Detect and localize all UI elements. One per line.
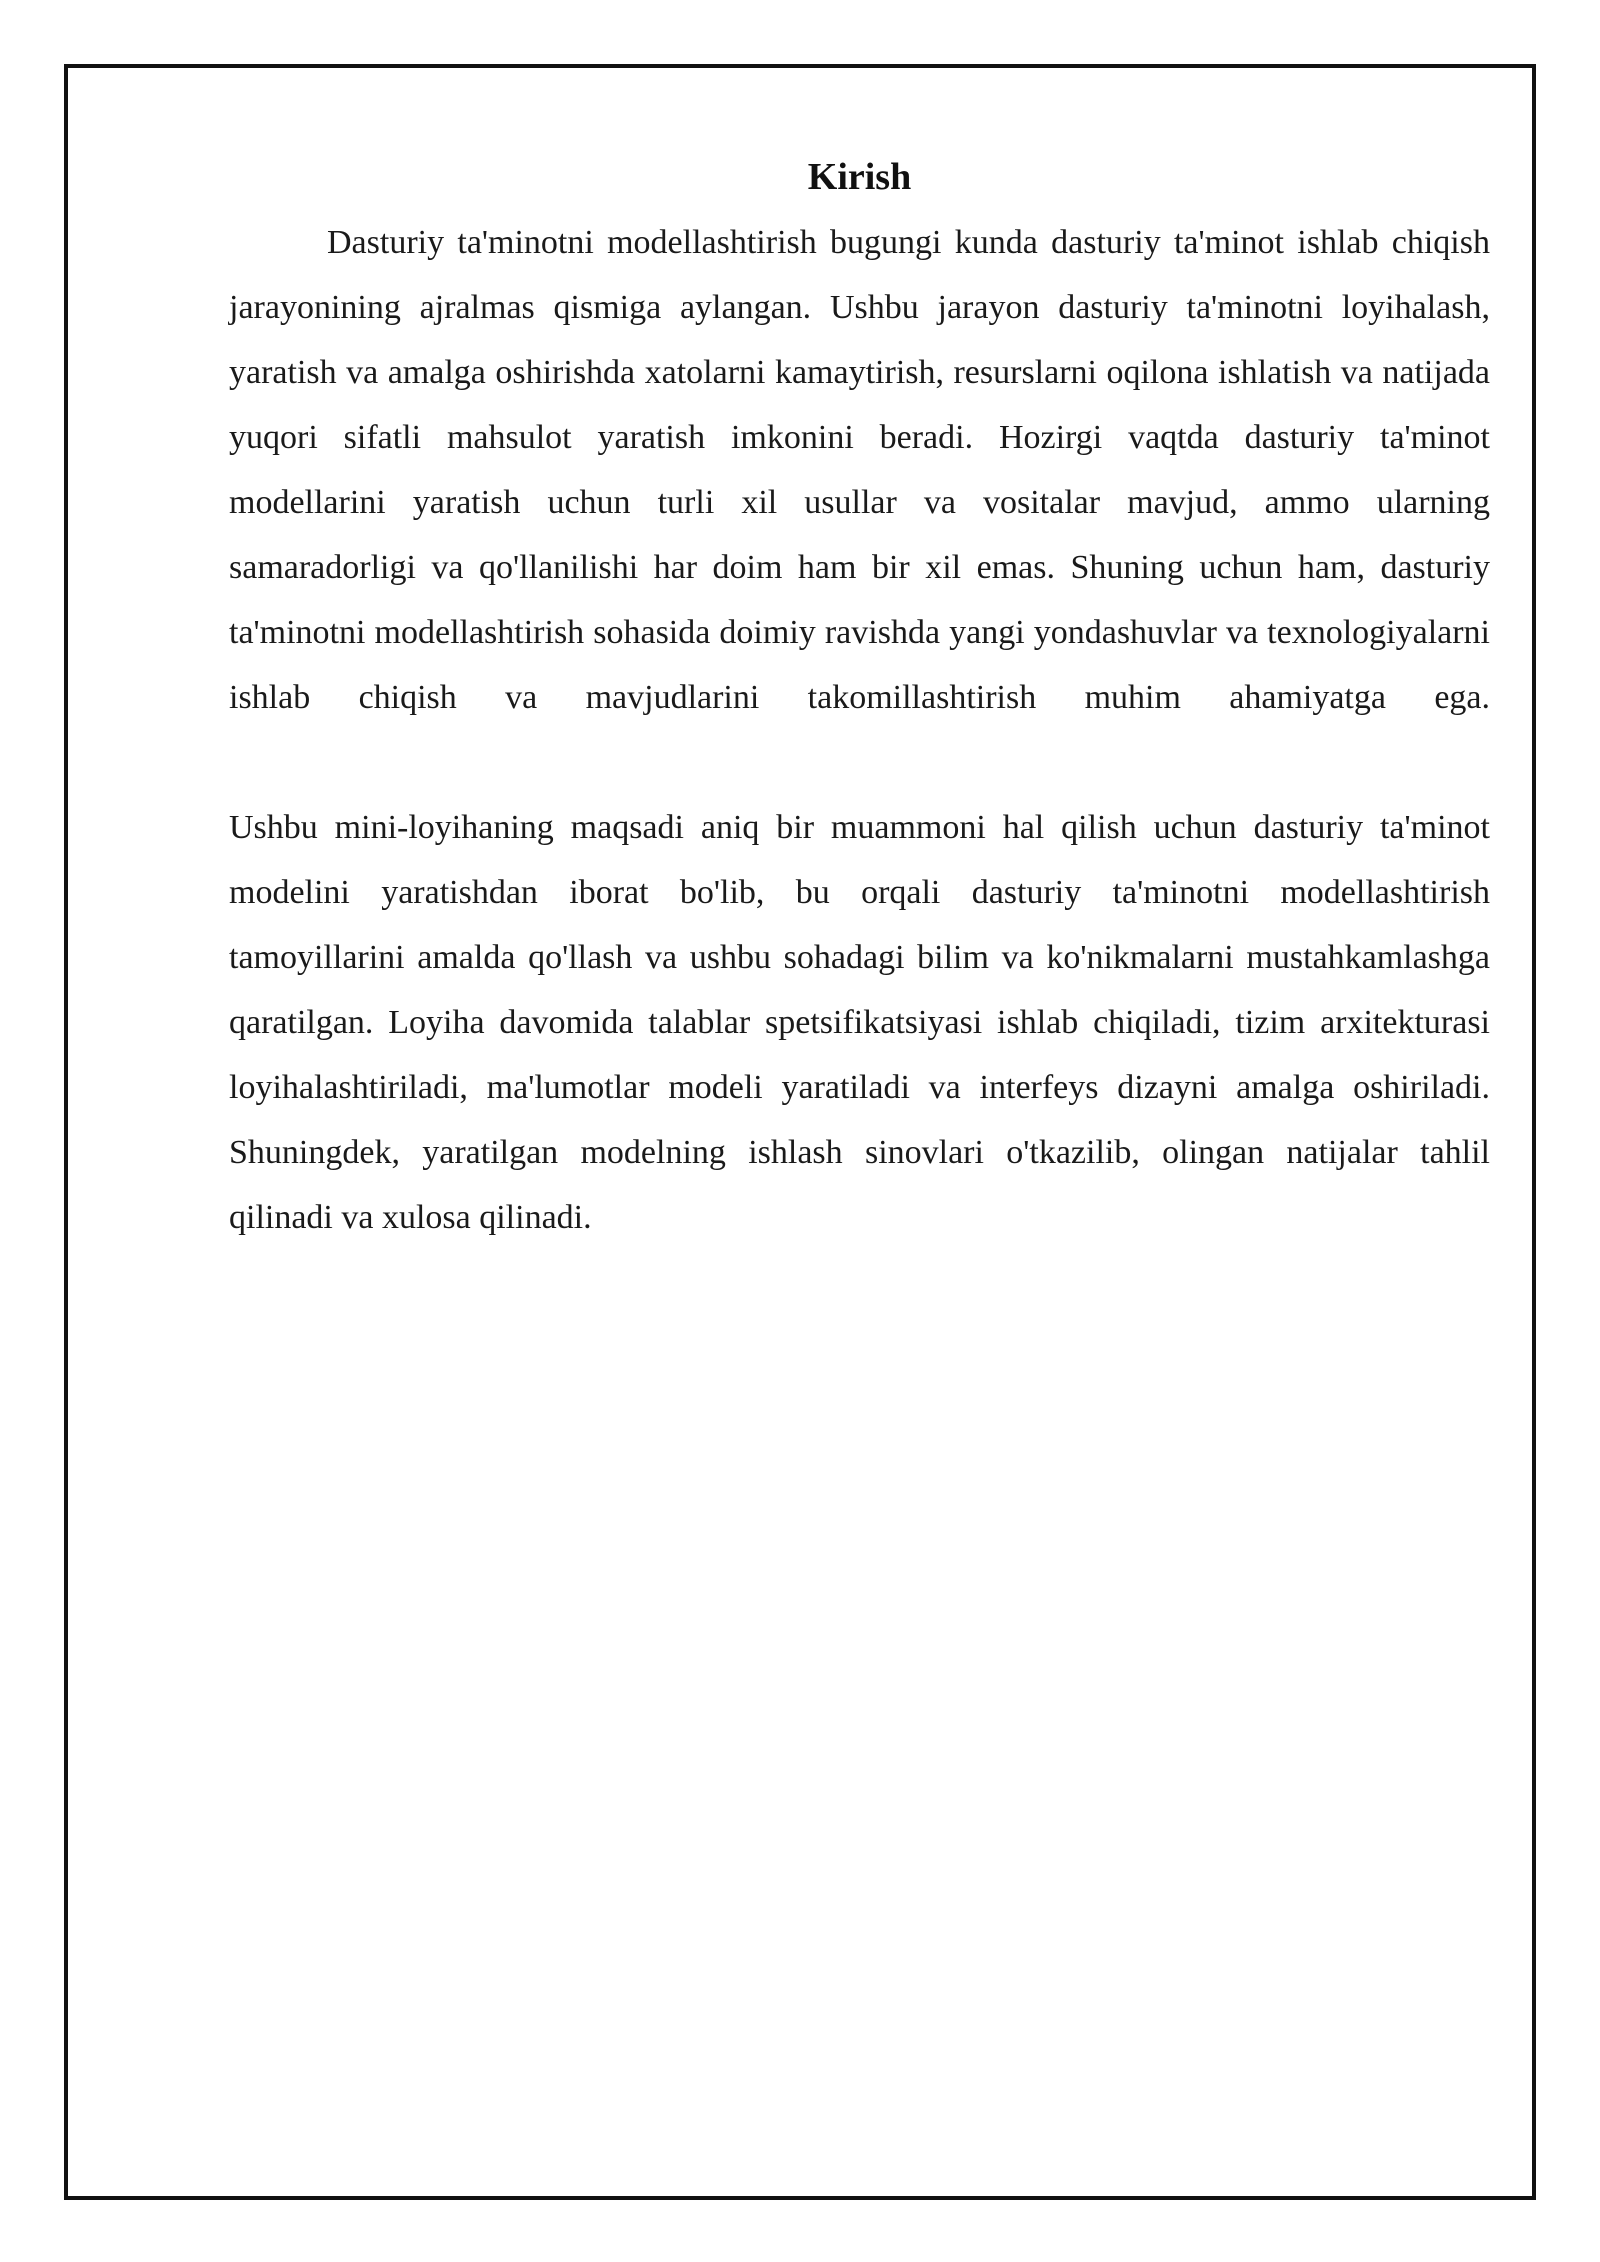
paragraph-goal: Ushbu mini-loyihaning maqsadi aniq bir muammoni hal qilish uchun dasturiy ta'minot modelini yaratishdan iborat bo'lib, bu orqali dasturiy ta'minotni modellashtirish tamoyillarini amalda qo'llash va ushbu sohadagi bilim va ko'nikmalarni mustahkamlashga qaratilgan. Loyiha davomida talablar spetsifikatsiyasi ishlab chiqiladi, tizim arxitekturasi loyihalashtiriladi, ma'lumotlar modeli yaratiladi va interfeys dizayni amalga oshiriladi. Shuningdek, yaratilgan modelning ishlash sinovlari o'tkazilib, olingan natijalar tahlil qilinadi va xulosa qilinadi.	[229, 809, 1490, 1236]
document-title: Kirish	[807, 156, 912, 198]
paragraph-intro: Dasturiy ta'minotni modellashtirish bugungi kunda dasturiy ta'minot ishlab chiqish jarayonining ajralmas qismiga aylangan. Ushbu jarayon dasturiy ta'minotni loyihalash, yaratish va amalga oshirishda xatolarni kamaytirish, resurslarni oqilona ishlatish va natijada yuqori sifatli mahsulot yaratish imkonini beradi. Hozirgi vaqtda dasturiy ta'minot modellarini yaratish uchun turli xil usullar va vositalar mavjud, ammo ularning samaradorligi va qo'llanilishi har doim ham bir xil emas. Shuning uchun ham, dasturiy ta'minotni modellashtirish sohasida doimiy ravishda yangi yondashuvlar va texnologiyalarni ishlab chiqish va mavjudlarini takomillashtirish muhim ahamiyatga ega.	[229, 224, 1490, 716]
paragraph-spacer	[229, 730, 1490, 795]
document-body	[229, 150, 1490, 1250]
